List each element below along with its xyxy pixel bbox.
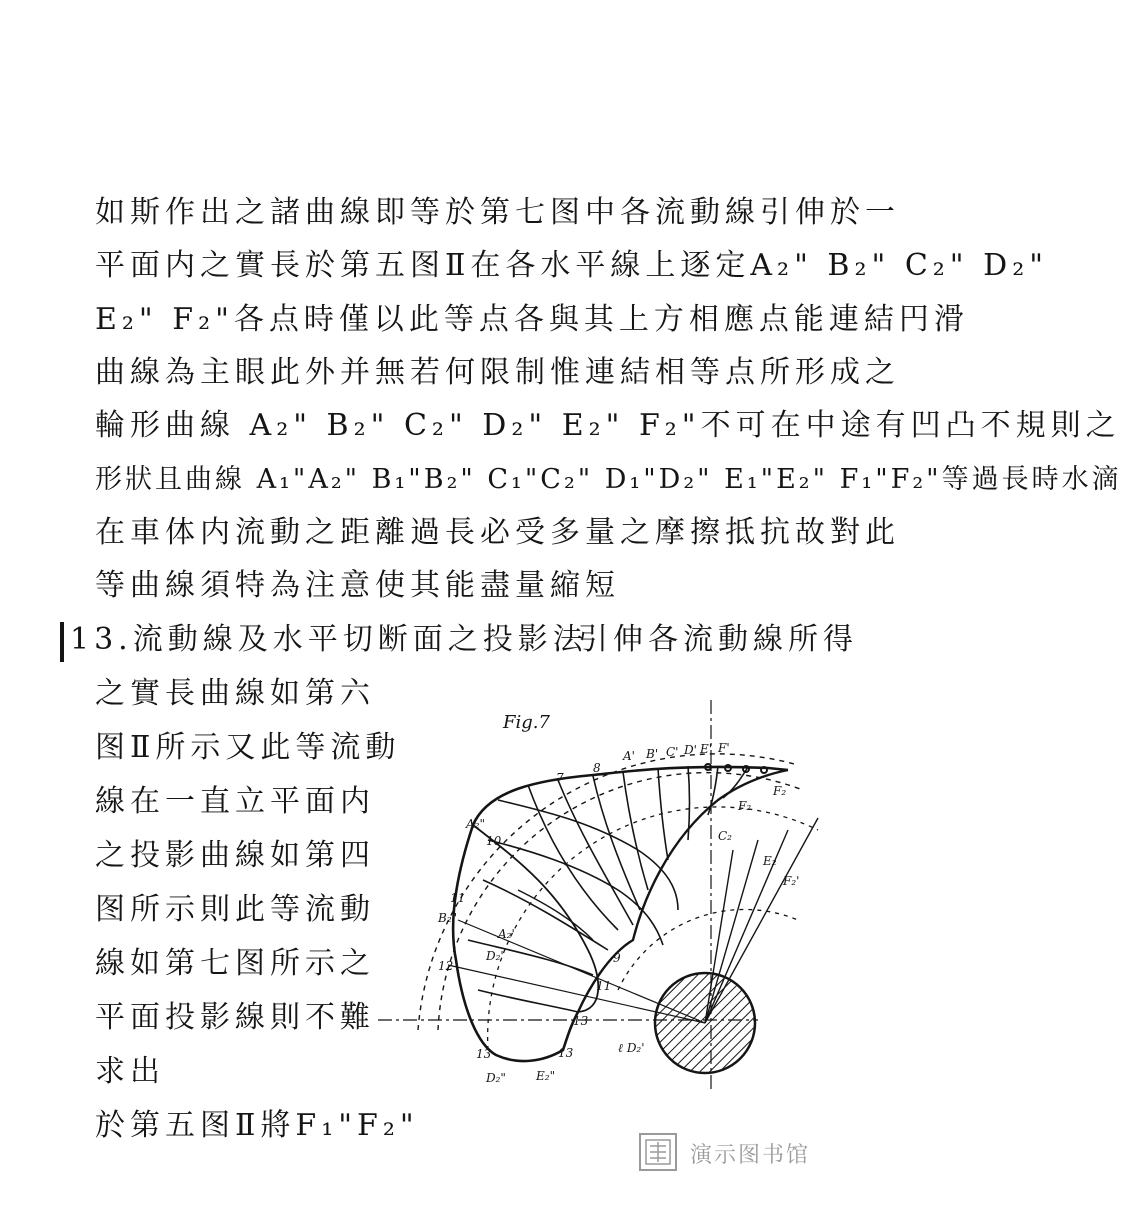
label-e2: E₂" <box>536 1069 556 1083</box>
column-line-3: 線在一直立平面内 <box>95 784 375 819</box>
label-13-a: 13 <box>476 1047 492 1061</box>
column-line-9: 於第五图Ⅱ將F₁"F₂" <box>95 1108 419 1143</box>
column-line-8: 求出 <box>95 1054 165 1089</box>
figure-7-drawing <box>378 690 858 1100</box>
label-13-c: 13 <box>573 1014 589 1028</box>
label-11-right: 11 <box>596 979 612 993</box>
label-e2-radial: E₂ <box>763 854 777 868</box>
label-f2-radial: F₂' <box>783 874 800 888</box>
text-line-5: 輪形曲線 A₂" B₂" C₂" D₂" E₂" F₂"不可在中途有凹凸不規則之 <box>95 408 1121 443</box>
label-l-d2: ℓ D₂' <box>618 1041 645 1055</box>
section-intro-text: 引伸各流動線所得 <box>578 622 858 657</box>
label-b1: B' <box>646 747 659 761</box>
label-b2: B₂" <box>438 911 458 925</box>
column-line-4: 之投影曲線如第四 <box>95 838 375 873</box>
text-line-6: 形狀且曲線 A₁"A₂" B₁"B₂" C₁"C₂" D₁"D₂" E₁"E₂" F₁"F₂"等過長時水滴 <box>95 464 1122 495</box>
label-7: 7 <box>556 771 564 785</box>
text-line-8: 等曲線須特為注意使其能盡量縮短 <box>95 568 620 603</box>
watermark-text: 演示图书馆 <box>690 1143 811 1168</box>
label-d2: D₂" <box>486 1071 506 1085</box>
label-13-b: 13 <box>558 1046 574 1060</box>
label-d1: D' <box>684 743 697 757</box>
label-a1: A' <box>623 749 635 763</box>
column-line-6: 線如第七图所示之 <box>95 946 375 981</box>
column-line-7: 平面投影線則不難 <box>95 1000 375 1035</box>
figure-caption: Fig.7 <box>503 712 550 733</box>
section-margin-mark <box>60 622 64 662</box>
label-f2-a: F₂ <box>738 799 752 813</box>
label-a2-inner: A₂' <box>498 927 515 941</box>
label-f2-b: F₂ <box>773 784 787 798</box>
label-12: 12 <box>438 959 454 973</box>
text-line-3: E₂" F₂"各点時僅以此等点各與其上方相應点能連結円滑 <box>95 302 969 337</box>
label-a2: A₂" <box>466 817 485 831</box>
watermark-logo <box>638 1130 828 1176</box>
label-10: 10 <box>486 834 502 848</box>
column-line-1: 之實長曲線如第六 <box>95 676 375 711</box>
text-line-2: 平面内之實長於第五图Ⅱ在各水平線上逐定A₂" B₂" C₂" D₂" <box>95 248 1049 283</box>
label-9: 9 <box>613 951 621 965</box>
label-8: 8 <box>593 761 601 775</box>
column-line-2: 图Ⅱ所示又此等流動 <box>95 730 401 765</box>
text-line-7: 在車体内流動之距離過長必受多量之摩擦抵抗故對此 <box>95 515 900 550</box>
label-c2: C₂ <box>718 829 732 843</box>
label-d2-inner: D₂' <box>486 949 504 963</box>
label-c1: C' <box>666 745 679 759</box>
section-title: 13.流動線及水平切断面之投影法 <box>70 622 588 657</box>
column-line-5: 图所示則此等流動 <box>95 892 375 927</box>
text-line-1: 如斯作出之諸曲線即等於第七图中各流動線引伸於一 <box>95 195 900 230</box>
label-11-left: 11 <box>450 891 466 905</box>
text-line-4: 曲線為主眼此外并無若何限制惟連結相等点所形成之 <box>95 355 900 390</box>
label-e1: E' <box>700 742 713 756</box>
label-f1: F' <box>718 741 730 755</box>
